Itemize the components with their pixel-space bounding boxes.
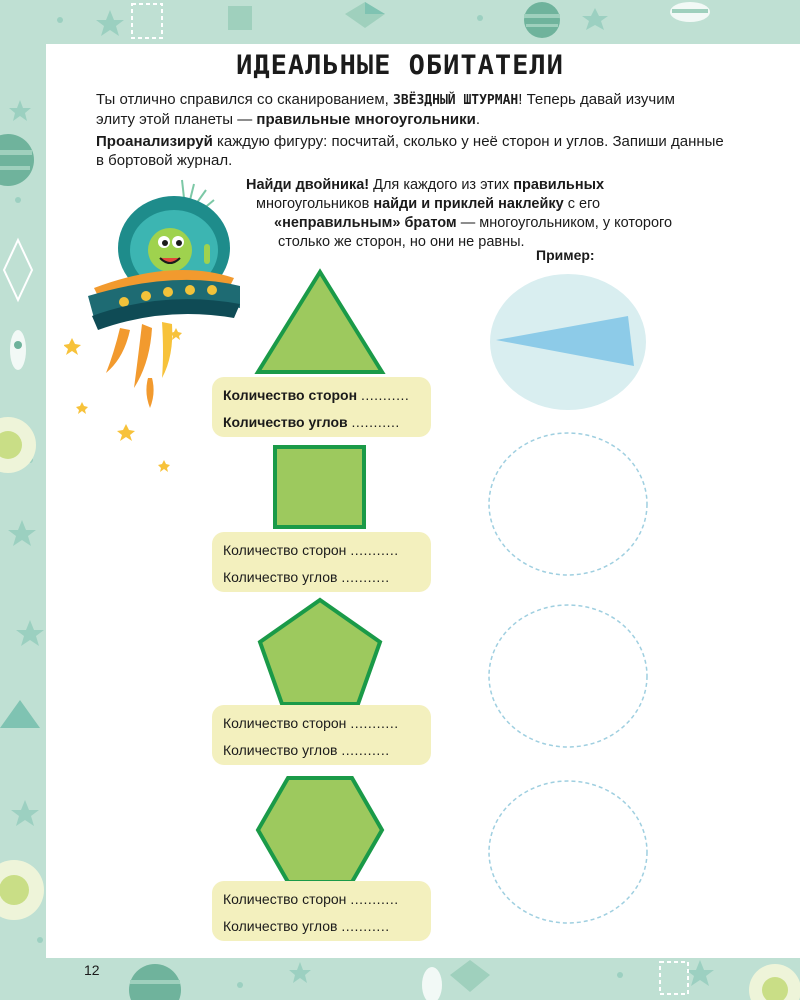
task-line-1	[246, 176, 604, 195]
planet-icon	[749, 964, 800, 1000]
crystal-icon	[4, 240, 32, 300]
task-text: с его	[563, 196, 601, 212]
angles-answer-field[interactable]: ...........	[341, 569, 390, 585]
intro-period: .	[475, 111, 481, 128]
star-icon	[686, 960, 714, 986]
crystal-icon	[345, 2, 385, 28]
planet-icon	[0, 860, 44, 920]
example-sticker	[488, 272, 648, 412]
pentagon-shape	[256, 596, 384, 708]
planet-icon	[129, 964, 181, 1000]
star-icon	[16, 620, 44, 646]
angles-label: Количество углов	[223, 414, 348, 430]
task-text: Для каждого из этих	[369, 177, 514, 193]
rocket-icon	[10, 330, 26, 370]
star-icon	[289, 962, 311, 983]
triangle-shape	[254, 268, 386, 376]
intro-paragraph	[96, 90, 736, 129]
rocket-icon	[422, 967, 442, 1000]
sticker-slot-hexagon[interactable]	[486, 778, 650, 926]
star-icon	[11, 800, 39, 826]
task-bold: найди и приклей наклейку	[373, 196, 564, 212]
angles-answer-field[interactable]: ...........	[341, 918, 390, 934]
square-shape	[272, 444, 368, 530]
analyze-line2: в бортовой журнал.	[96, 152, 233, 169]
sides-answer-field[interactable]: ...........	[350, 891, 399, 907]
star-icon	[9, 100, 31, 121]
crystal-icon	[228, 6, 252, 30]
star-icon	[582, 8, 608, 30]
analyze-bold: Проанализируй	[96, 133, 213, 150]
analyze-text: каждую фигуру: посчитай, сколько у неё сторон и углов. Запиши данные	[212, 133, 724, 150]
crystal-icon	[450, 960, 490, 992]
task-bold: «неправильным» братом	[274, 215, 457, 231]
page-number: 12	[84, 962, 100, 978]
intro-text: Ты отлично справился со сканированием,	[96, 91, 393, 108]
sides-answer-field[interactable]: ...........	[350, 715, 399, 731]
task-text: многоугольников	[256, 196, 374, 212]
sticker-slot-square[interactable]	[486, 430, 650, 578]
answer-card-pentagon	[212, 705, 431, 765]
sides-label: Количество сторон	[223, 715, 347, 731]
planet-icon	[0, 417, 36, 473]
intro-text-end: ! Теперь давай изучим	[518, 91, 675, 108]
planet-icon	[0, 134, 34, 186]
sides-answer-field[interactable]: ...........	[360, 387, 410, 403]
task-line-2	[256, 195, 600, 214]
task-text: — многоугольником, у которого	[456, 215, 673, 231]
analyze-paragraph	[96, 132, 746, 170]
star-icon	[96, 10, 124, 36]
angles-answer-field[interactable]: ...........	[351, 414, 400, 430]
sides-label: Количество сторон	[223, 891, 347, 907]
sticker-slot-pentagon[interactable]	[486, 602, 650, 750]
navigator-title: ЗВЁЗДНЫЙ ШТУРМАН	[393, 93, 519, 108]
task-text: столько же сторон, но они не равны.	[278, 234, 525, 250]
intro-line2: элиту этой планеты —	[96, 111, 257, 128]
sides-label: Количество сторон	[223, 542, 347, 558]
angles-label: Количество углов	[223, 569, 338, 585]
task-line-4	[278, 233, 525, 252]
angles-label: Количество углов	[223, 742, 338, 758]
rocket-icon	[670, 2, 710, 22]
answer-card-triangle	[212, 377, 431, 437]
hexagon-shape	[254, 774, 386, 886]
angles-label: Количество углов	[223, 918, 338, 934]
sides-label: Количество сторон	[223, 387, 358, 403]
page-title: ИДЕАЛЬНЫЕ ОБИТАТЕЛИ	[236, 50, 564, 81]
star-icon	[8, 520, 36, 546]
intro-highlight: правильные многоугольники	[256, 111, 476, 128]
task-heading: Найди двойника!	[246, 177, 370, 193]
task-bold: правильных	[513, 177, 605, 193]
sides-answer-field[interactable]: ...........	[350, 542, 399, 558]
task-line-3	[274, 214, 672, 233]
crystal-icon	[0, 700, 40, 728]
example-label: Пример:	[536, 247, 595, 263]
answer-card-square	[212, 532, 431, 592]
answer-card-hexagon	[212, 881, 431, 941]
angles-answer-field[interactable]: ...........	[341, 742, 390, 758]
planet-icon	[524, 2, 560, 38]
